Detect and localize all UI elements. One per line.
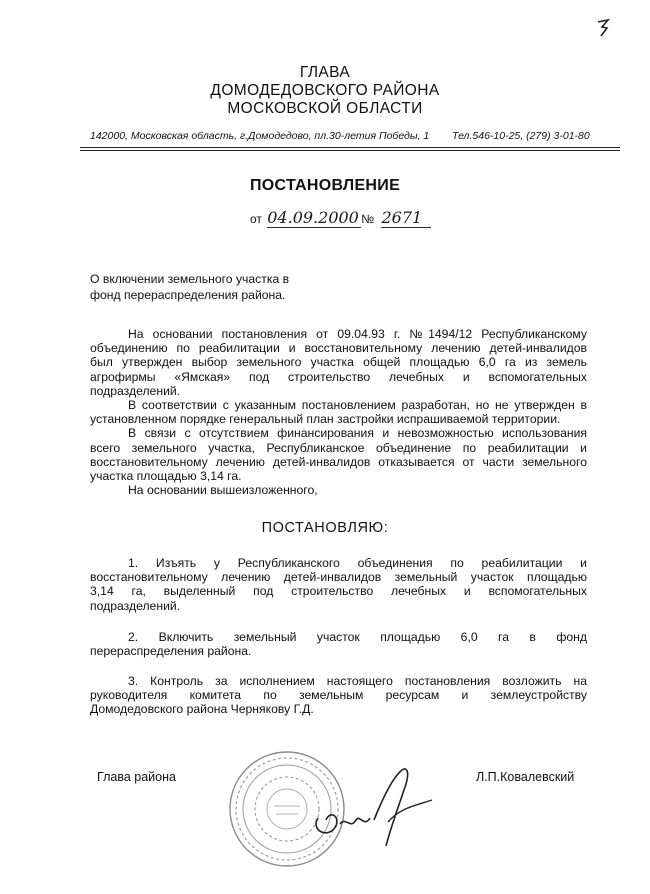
preamble-p2-l2: установленном порядке генеральный план застройки испрашиваемой территории. bbox=[90, 412, 561, 427]
item-1-l2: восстановительному лечению детей-инвалидов земельный участок площадью bbox=[90, 570, 587, 585]
item-2 bbox=[90, 630, 587, 658]
item-3 bbox=[90, 674, 587, 717]
preamble-p1-l4: агрофирмы «Ямская» под строительство лечебных и вспомогательных bbox=[90, 369, 587, 384]
header-rule-2 bbox=[80, 150, 620, 151]
preamble-p1-l2: объединению по реабилитации и восстановительному лечению детей-инвалидов bbox=[90, 341, 587, 356]
item-1-l4: подразделений. bbox=[90, 598, 181, 613]
header-line-1: ГЛАВА bbox=[299, 64, 351, 81]
address: 142000, Московская область, г.Домодедово, пл.30-летия Победы, 1 bbox=[90, 130, 430, 142]
preamble-p3-l4: участка площадью 3,14 га. bbox=[90, 469, 242, 484]
subject bbox=[90, 271, 289, 303]
date-prefix: от bbox=[250, 212, 262, 226]
address-line bbox=[90, 130, 620, 142]
resolve-heading: ПОСТАНОВЛЯЮ: bbox=[261, 520, 389, 536]
preamble-p3-l3: восстановительному лечению детей-инвалидов отказывается от части земельного bbox=[90, 454, 587, 469]
header-line-3: МОСКОВСКОЙ ОБЛАСТИ bbox=[227, 100, 423, 117]
preamble-p3-l1: В связи с отсутствием финансирования и невозможностью использования bbox=[128, 426, 587, 441]
preamble-p1-l1: На основании постановления от 09.04.93 г. №1494/12 Республиканскому bbox=[128, 327, 587, 341]
item-3-l2: руководителя комитета по земельным ресурсам и землеустройству bbox=[90, 688, 587, 703]
preamble-p2-l1: В соответствии с указанным постановлением разработан, но не утвержден в bbox=[128, 398, 587, 413]
handwritten-date: 04.09.2000 bbox=[267, 208, 361, 228]
preamble-p1-l5: подразделений. bbox=[90, 383, 181, 398]
signature-name: Л.П.Ковалевский bbox=[476, 770, 575, 784]
item-2-l2: перераспределения района. bbox=[90, 644, 252, 659]
subject-line-1: О включении земельного участка в bbox=[90, 272, 290, 286]
item-1 bbox=[90, 556, 587, 613]
handwritten-signature bbox=[290, 760, 440, 860]
number-label: № bbox=[361, 212, 375, 226]
preamble-p1-l3: был утвержден выбор земельного участка общей площадью 6,0 га из земель bbox=[90, 355, 587, 370]
preamble-p4-l1: На основании вышеизложенного, bbox=[128, 483, 318, 498]
corner-mark bbox=[596, 18, 610, 38]
header-line-2: ДОМОДЕДОВСКОГО РАЙОНА bbox=[210, 82, 440, 99]
phone: Тел.546-10-25, (279) 3-01-80 bbox=[452, 130, 590, 142]
date-number-line bbox=[250, 208, 431, 228]
item-2-l1: 2. Включить земельный участок площадью 6,0 га в фонд bbox=[128, 630, 587, 644]
header-rule-1 bbox=[80, 147, 620, 148]
item-1-l1: 1. Изъять у Республиканского объединения по реабилитации и bbox=[128, 556, 587, 570]
subject-line-2: фонд перераспределения района. bbox=[90, 288, 286, 302]
preamble-p3-l2: всего земельного участка, Республиканское объединение по реабилитации и bbox=[90, 440, 587, 455]
signature-position: Глава района bbox=[97, 770, 176, 784]
handwritten-number: 2671 bbox=[381, 208, 431, 228]
item-1-l3: 3,14 га, выделенный под строительство лечебных и вспомогательных bbox=[90, 584, 587, 599]
item-3-l1: 3. Контроль за исполнением настоящего постановления возложить на bbox=[128, 674, 587, 688]
item-3-l3: Домодедовского района Чернякову Г.Д. bbox=[90, 702, 314, 717]
document-title: ПОСТАНОВЛЕНИЕ bbox=[249, 177, 401, 194]
preamble bbox=[90, 327, 587, 497]
